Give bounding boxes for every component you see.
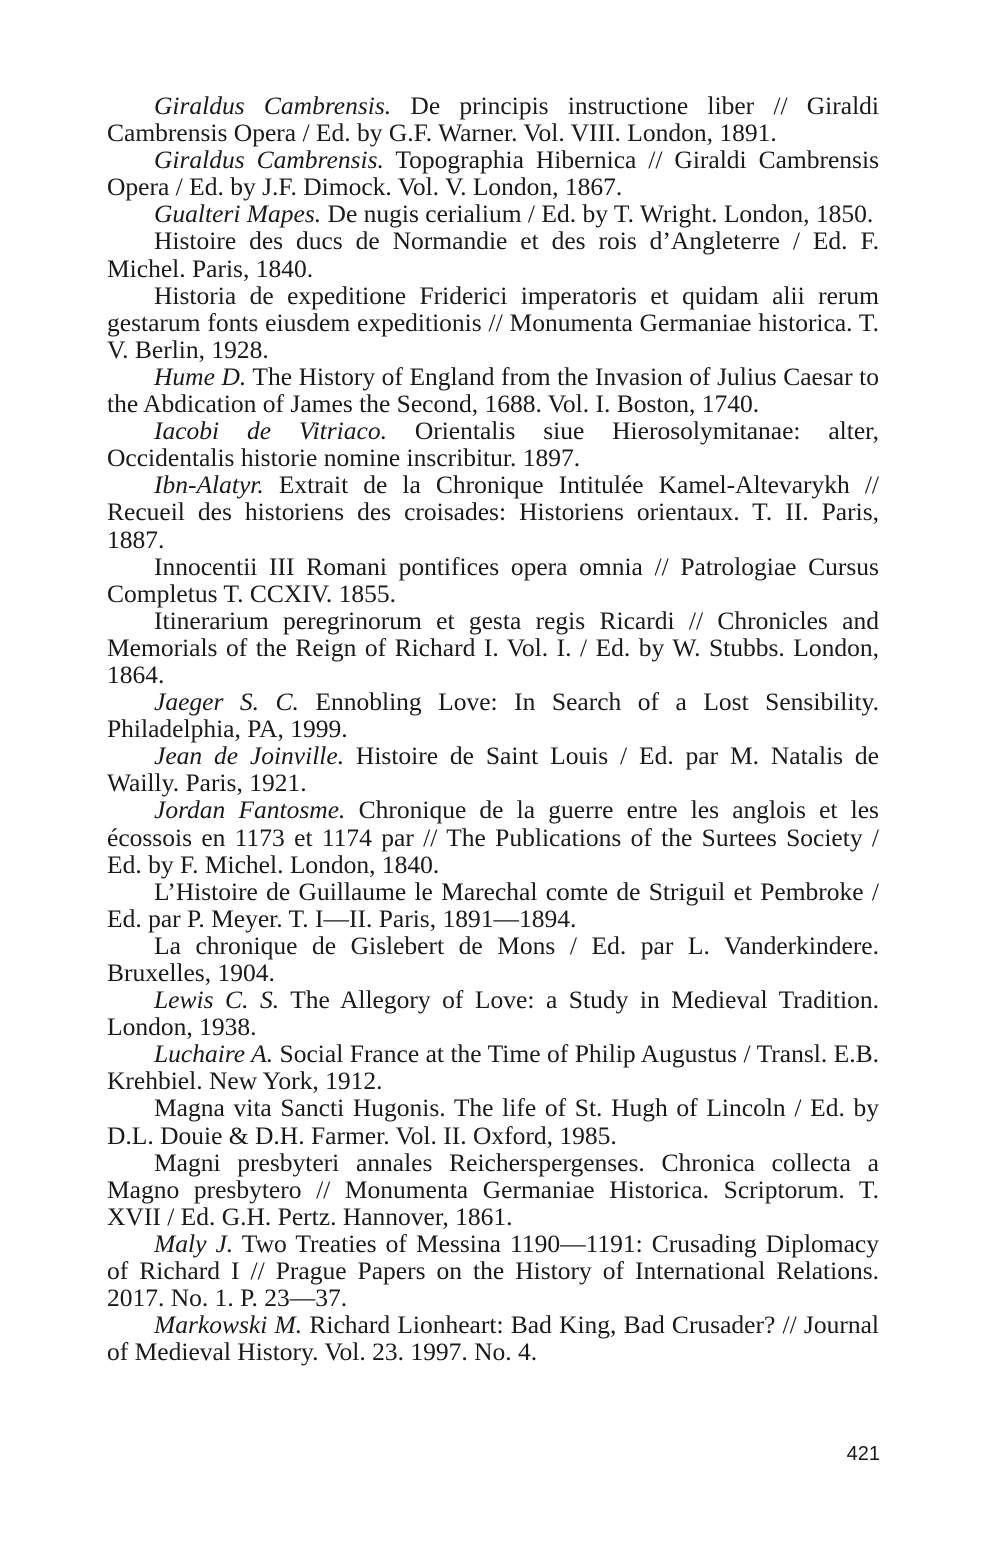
entry-text: Richard Lionheart: Bad King, Bad Crusader? // Journal of Medieval History. Vol. 23. 1997. No. 4. (107, 1310, 879, 1367)
entry-text: Orientalis siue Hierosolymitanae: alter, Occidentalis historie nomine inscribitur. 1897. (107, 416, 879, 473)
entry-author: Luchaire A. (154, 1039, 274, 1069)
entry-author: Markowski M. (154, 1310, 303, 1340)
bibliography-entry (107, 1149, 879, 1230)
bibliography-entry (107, 92, 879, 146)
bibliography-entry (107, 1311, 879, 1365)
entry-text: Chronique de la guerre entre les anglois et les écossois en 1173 et 1174 par // The Publications of the Surtees Society / Ed. by F. Michel. London, 1840. (107, 795, 879, 879)
bibliography-entry (107, 878, 879, 932)
entry-author: Hume D. (154, 361, 247, 391)
entry-author: Jordan Fantosme. (154, 795, 346, 825)
entry-text: Histoire de Saint Louis / Ed. par M. Natalis de Wailly. Paris, 1921. (107, 741, 879, 798)
entry-text: Innocentii III Romani pontifices opera omnia // Patrologiae Cursus Completus T. CCXIV. 1855. (107, 551, 879, 608)
entry-text: Itinerarium peregrinorum et gesta regis Ricardi // Chronicles and Memorials of the Reign of Richard I. Vol. I. / Ed. by W. Stubbs. London, 1864. (107, 605, 879, 689)
bibliography-entry (107, 607, 879, 688)
entry-author: Gualteri Mapes. (154, 199, 322, 229)
entry-text: Magni presbyteri annales Reicherspergenses. Chronica collecta a Magno presbytero // Monumenta Germaniae Historica. Scriptorum. T. XVII / Ed. G.H. Pertz. Hannover, 1861. (107, 1147, 879, 1231)
bibliography-entry (107, 1230, 879, 1311)
entry-text: The Allegory of Love: a Study in Medieval Tradition. London, 1938. (107, 985, 879, 1042)
entry-author: Ibn-Alatyr. (154, 470, 264, 500)
entry-text: De nugis cerialium / Ed. by T. Wright. London, 1850. (321, 199, 874, 229)
entry-text: Ennobling Love: In Search of a Lost Sensibility. Philadelphia, PA, 1999. (107, 687, 879, 744)
entry-author: Jean de Joinville. (154, 741, 345, 771)
bibliography-entry (107, 471, 879, 552)
bibliography-entry (107, 796, 879, 877)
bibliography-entry (107, 417, 879, 471)
entry-text: L’Histoire de Guillaume le Marechal comte de Striguil et Pembroke / Ed. par P. Meyer. T. I—II. Paris, 1891—1894. (107, 876, 879, 933)
entry-text: Magna vita Sancti Hugonis. The life of St. Hugh of Lincoln / Ed. by D.L. Douie & D.H. Farmer. Vol. II. Oxford, 1985. (107, 1093, 879, 1150)
bibliography-entry (107, 742, 879, 796)
bibliography-entry (107, 553, 879, 607)
entry-author: Giraldus Cambrensis. (154, 145, 384, 175)
entry-author: Lewis C. S. (154, 985, 280, 1015)
entry-text: The History of England from the Invasion of Julius Caesar to the Abdication of James the Second, 1688. Vol. I. Boston, 1740. (107, 361, 879, 419)
entry-author: Iacobi de Vitriaco. (154, 416, 387, 446)
page-number: 421 (846, 1443, 880, 1465)
entry-author: Jaeger S. C. (154, 687, 299, 717)
bibliography-entry (107, 688, 879, 742)
entry-text: Topographia Hibernica // Giraldi Cambrensis Opera / Ed. by J.F. Dimock. Vol. V. London, 1867. (107, 145, 879, 202)
bibliography-entry (107, 1094, 879, 1148)
entry-author: Giraldus Cambrensis. (154, 91, 392, 120)
entry-text: De principis instructione liber // Giraldi Cambrensis Opera / Ed. by G.F. Warner. Vol. VIII. London, 1891. (107, 91, 879, 148)
bibliography-entry (107, 227, 879, 281)
bibliography-page (107, 92, 879, 1365)
bibliography-entry (107, 932, 879, 986)
entry-text: Two Treaties of Messina 1190—1191: Crusading Diplomacy of Richard I // Prague Papers on the History of International Relations. 2017. No. 1. P. 23—37. (107, 1228, 879, 1313)
bibliography-entry (107, 146, 879, 200)
bibliography-entry (107, 363, 879, 417)
bibliography-entry (107, 282, 879, 363)
entry-text: Historia de expeditione Friderici imperatoris et quidam alii rerum gestarum fonts eiusdem expeditionis // Monumenta Germaniae historica. T. V. Berlin, 1928. (107, 280, 879, 364)
bibliography-entry (107, 200, 879, 227)
entry-text: Social France at the Time of Philip Augustus / Transl. E.B. Krehbiel. New York, 1912. (107, 1039, 880, 1096)
entry-author: Maly J. (154, 1228, 234, 1258)
entry-text: La chronique de Gislebert de Mons / Ed. par L. Vanderkindere. Bruxelles, 1904. (107, 930, 879, 987)
bibliography-entry (107, 1040, 879, 1094)
entry-text: Histoire des ducs de Normandie et des rois d’Angleterre / Ed. F. Michel. Paris, 1840. (107, 226, 879, 283)
bibliography-entry (107, 986, 879, 1040)
entry-text: Extrait de la Chronique Intitulée Kamel-Altevarykh // Recueil des historiens des croisades: Historiens orientaux. T. II. Paris, 1887. (107, 470, 879, 554)
